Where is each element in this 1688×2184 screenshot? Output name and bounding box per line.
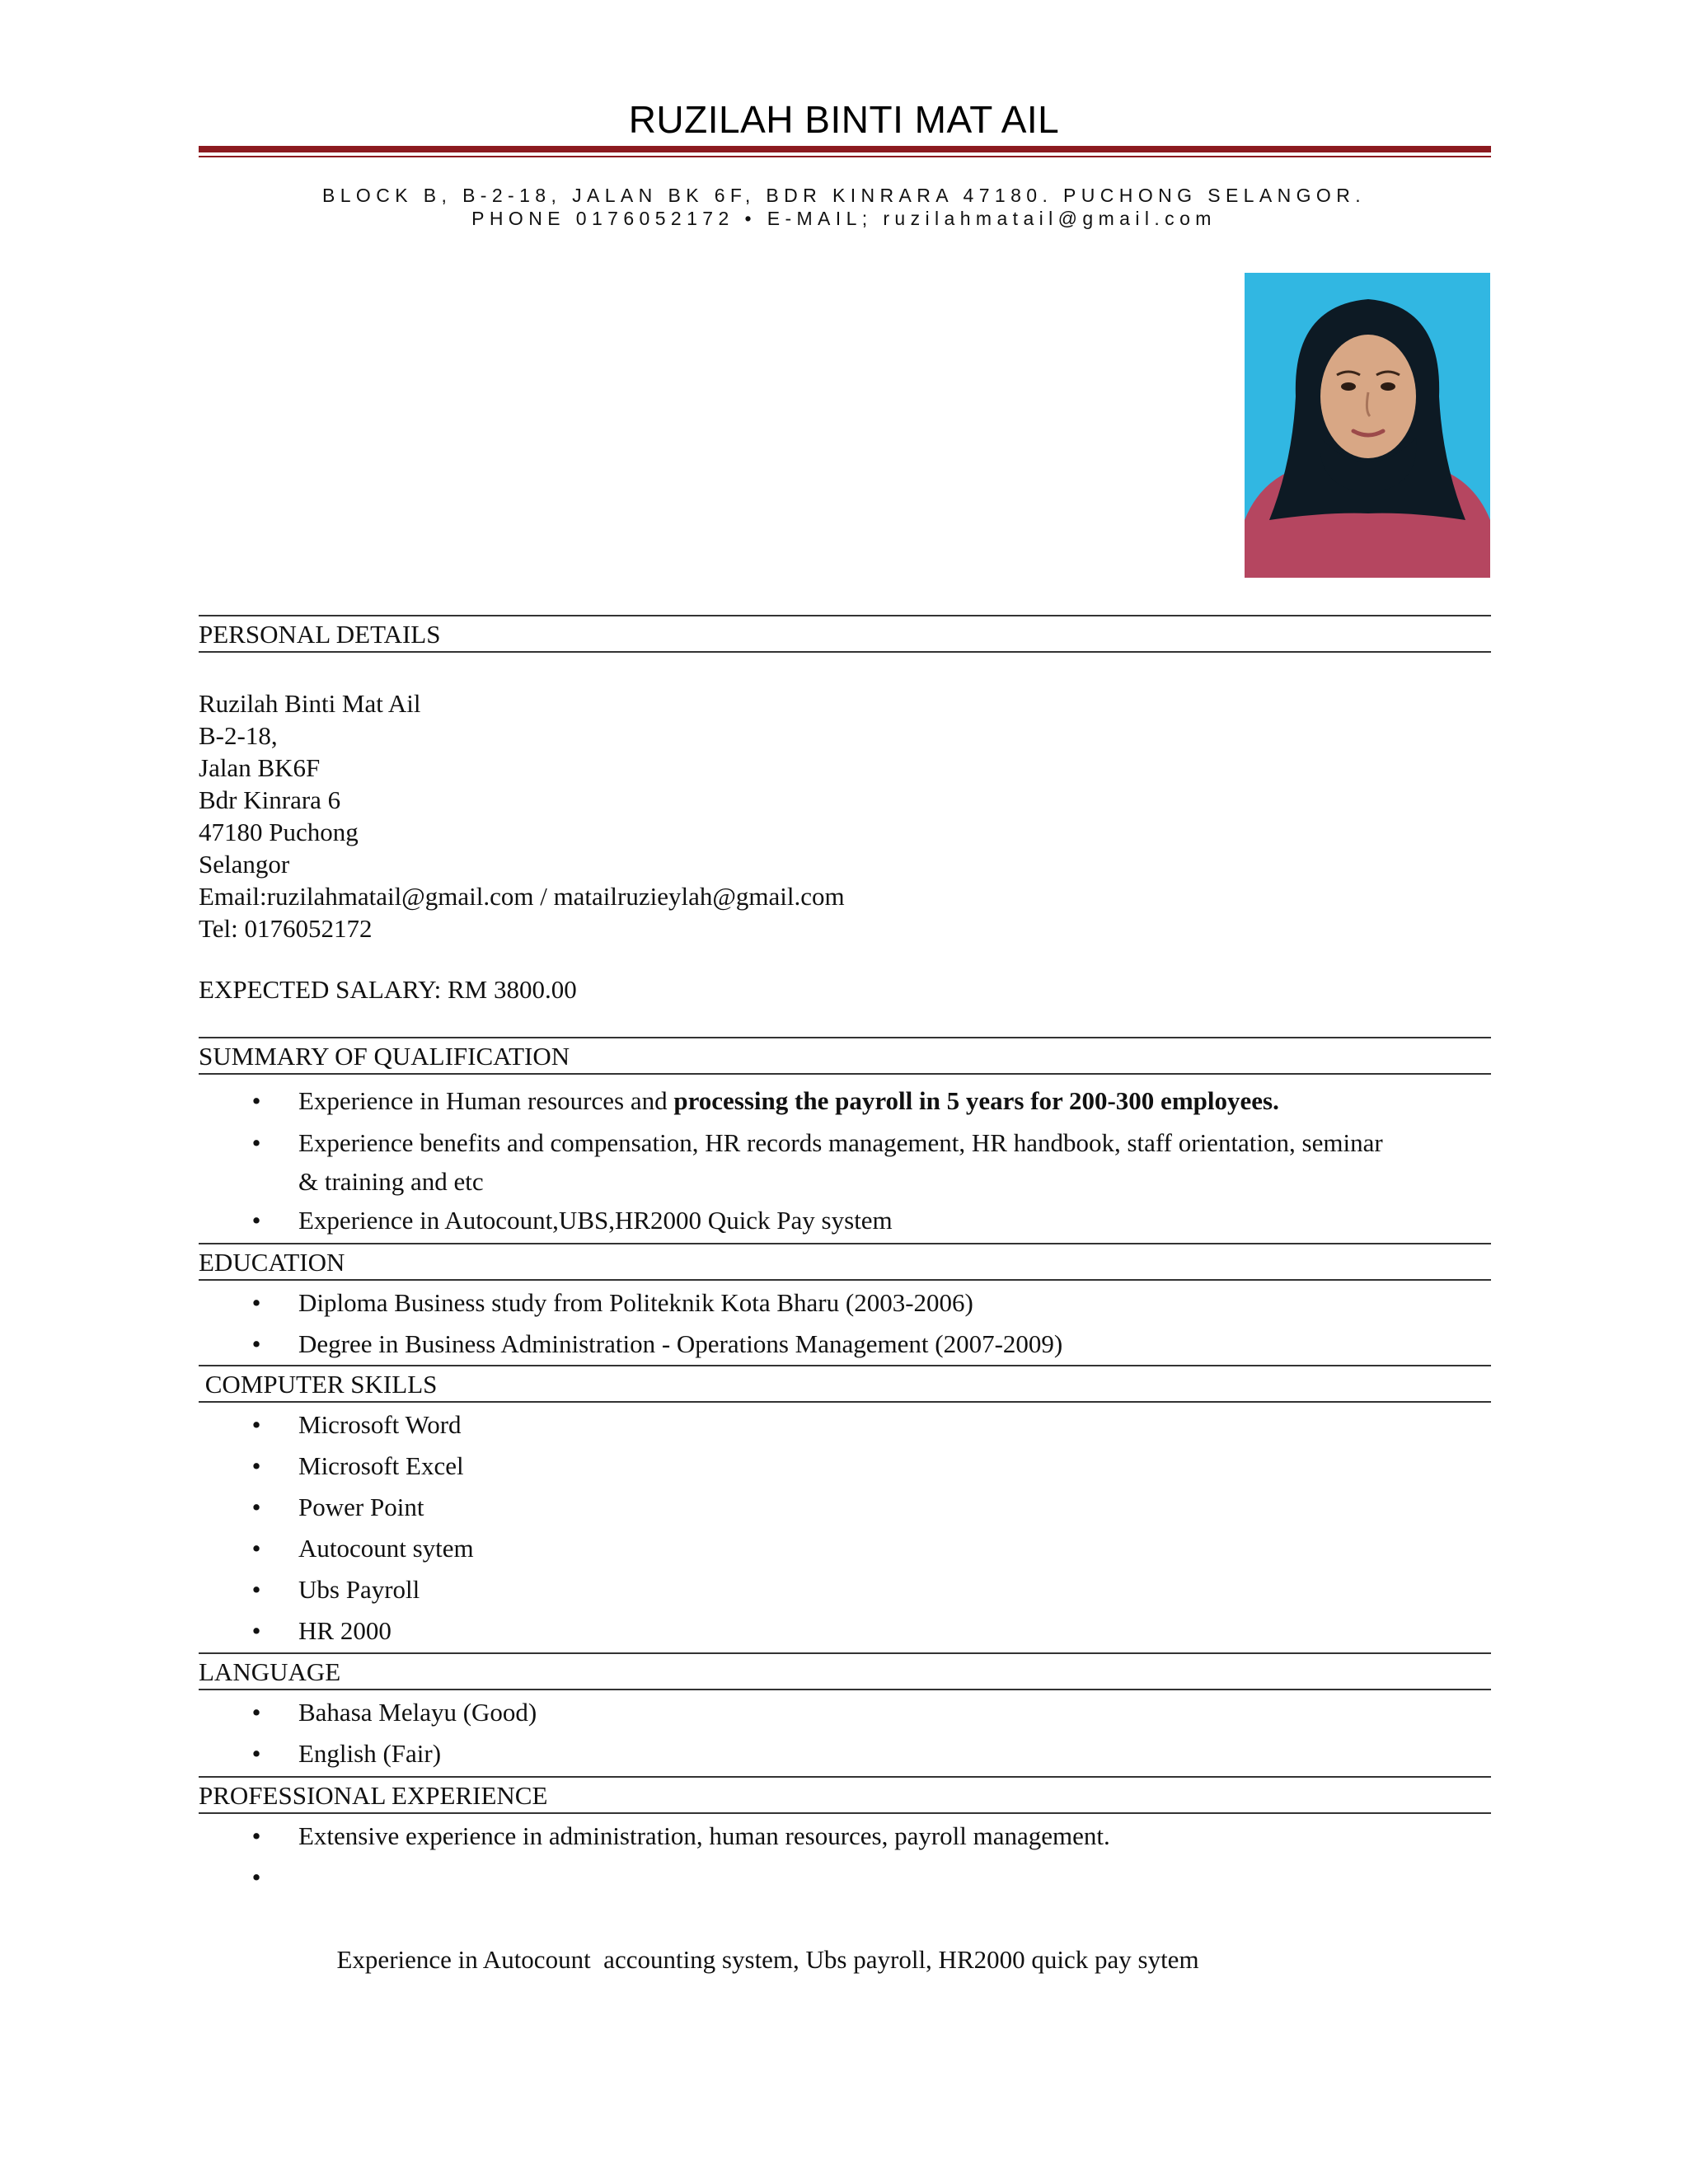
personal-email: Email:ruzilahmatail@gmail.com / matailruzieylah@gmail.com <box>199 882 845 911</box>
summary-item-1-text: Experience in Human resources and <box>298 1086 674 1115</box>
header-rule-thin <box>199 156 1491 157</box>
personal-address-street: Jalan BK6F <box>199 753 321 782</box>
header-contact: PHONE 0176052172 • E-MAIL; ruzilahmatail@gmail.com <box>471 208 1217 229</box>
summary-item-2-line-1: Experience benefits and compensation, HR records management, HR handbook, staff orientation, seminar <box>298 1128 1383 1157</box>
summary-list <box>199 1081 1491 1240</box>
language-item: Bahasa Melayu (Good) <box>298 1698 537 1727</box>
education-item-diploma: Diploma Business study from Politeknik Kota Bharu (2003-2006) <box>298 1288 973 1317</box>
list-item <box>199 1282 1491 1324</box>
skill-item: Autocount sytem <box>298 1534 474 1563</box>
bullet-icon: • <box>251 1575 261 1604</box>
list-item <box>199 1487 1491 1528</box>
experience-item: Extensive experience in administration, human resources, payroll management. <box>298 1821 1110 1850</box>
bullet-icon: • <box>251 1410 261 1439</box>
section-heading-computer-skills: COMPUTER SKILLS <box>199 1365 1491 1403</box>
section-heading-language: LANGUAGE <box>199 1652 1491 1690</box>
list-item <box>199 1569 1491 1610</box>
bullet-icon: • <box>251 1534 261 1563</box>
section-heading-professional-experience: PROFESSIONAL EXPERIENCE <box>199 1776 1491 1814</box>
bullet-icon: • <box>251 1329 261 1358</box>
profile-photo-illustration <box>1245 273 1490 578</box>
personal-details-block <box>199 687 1270 944</box>
list-item <box>199 1446 1491 1487</box>
list-item <box>199 1692 1491 1733</box>
bullet-icon: • <box>251 1821 261 1850</box>
bullet-icon: • <box>251 1128 261 1157</box>
bullet-icon: • <box>251 1206 261 1235</box>
list-item <box>199 1528 1491 1569</box>
list-item <box>199 1857 1491 2022</box>
personal-phone: Tel: 0176052172 <box>199 914 373 943</box>
header-address: BLOCK B, B-2-18, JALAN BK 6F, BDR KINRARA 47180. PUCHONG SELANGOR. <box>321 185 1367 206</box>
bullet-icon: • <box>251 1863 261 1891</box>
summary-item-2-line-2: & training and etc <box>298 1167 484 1196</box>
skill-item: HR 2000 <box>298 1616 392 1645</box>
section-heading-education: EDUCATION <box>199 1243 1491 1281</box>
section-heading-summary: SUMMARY OF QUALIFICATION <box>199 1037 1491 1075</box>
resume-name: RUZILAH BINTI MAT AIL <box>628 98 1060 141</box>
list-item <box>199 1123 1491 1201</box>
skill-item: Power Point <box>298 1493 424 1521</box>
bullet-icon: • <box>251 1739 261 1768</box>
experience-item: Experience in Autocount accounting system, Ubs payroll, HR2000 quick pay sytem <box>336 1945 1199 1974</box>
bullet-icon: • <box>251 1086 261 1115</box>
header-rule-thick <box>199 146 1491 152</box>
computer-skills-list <box>199 1404 1491 1652</box>
skill-item: Microsoft Excel <box>298 1451 464 1480</box>
expected-salary: EXPECTED SALARY: RM 3800.00 <box>199 975 577 1004</box>
list-item <box>199 1733 1491 1774</box>
bullet-icon: • <box>251 1451 261 1480</box>
section-heading-personal-details: PERSONAL DETAILS <box>199 615 1491 653</box>
skill-item: Ubs Payroll <box>298 1575 420 1604</box>
summary-item-3: Experience in Autocount,UBS,HR2000 Quick Pay system <box>298 1206 893 1235</box>
personal-address-state: Selangor <box>199 850 290 879</box>
skill-item: Microsoft Word <box>298 1410 462 1439</box>
professional-experience-list <box>199 1816 1491 2022</box>
bullet-icon: • <box>251 1288 261 1317</box>
personal-address-unit: B-2-18, <box>199 721 278 750</box>
language-item: English (Fair) <box>298 1739 442 1768</box>
list-item <box>199 1404 1491 1446</box>
list-item <box>199 1610 1491 1652</box>
profile-photo <box>1245 273 1490 578</box>
education-list <box>199 1282 1491 1365</box>
list-item <box>199 1081 1491 1120</box>
personal-address-area: Bdr Kinrara 6 <box>199 785 341 814</box>
bullet-icon: • <box>251 1493 261 1521</box>
bullet-icon: • <box>251 1616 261 1645</box>
list-item <box>199 1324 1491 1365</box>
summary-item-1-emphasis: processing the payroll in 5 years for 200-300 employees. <box>673 1086 1279 1115</box>
personal-name: Ruzilah Binti Mat Ail <box>199 689 421 718</box>
personal-address-postcode: 47180 Puchong <box>199 818 359 846</box>
education-item-degree: Degree in Business Administration - Operations Management (2007-2009) <box>298 1329 1063 1358</box>
bullet-icon: • <box>251 1698 261 1727</box>
language-list <box>199 1692 1491 1774</box>
list-item <box>199 1816 1491 1857</box>
list-item <box>199 1201 1491 1240</box>
